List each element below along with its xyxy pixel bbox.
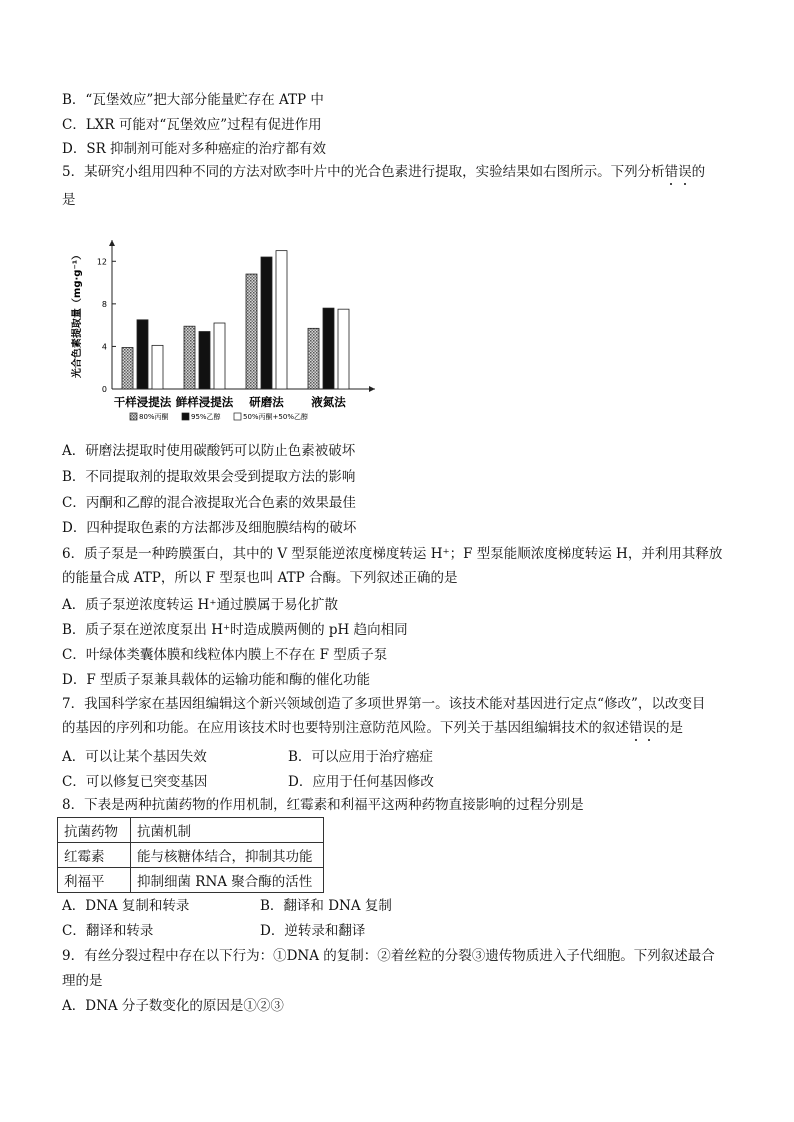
x-tick-label: 研磨法 xyxy=(249,395,284,409)
legend-label: 95%乙醇 xyxy=(191,413,221,421)
y-tick-label: 0 xyxy=(101,385,107,394)
table-cell: 抗菌药物 xyxy=(58,818,131,843)
table-row xyxy=(58,868,324,893)
bar xyxy=(276,251,287,389)
x-tick-label: 鲜样浸提法 xyxy=(175,395,234,409)
legend-label: 50%丙酮+50%乙醇 xyxy=(243,413,308,421)
q6-option-b: B．质子泵在逆浓度泵出 H⁺时造成膜两侧的 pH 趋向相同 xyxy=(62,622,408,638)
q8-option-c: C．翻译和转录 xyxy=(62,923,154,939)
y-axis-label: 光合色素提取量（mg·g⁻¹） xyxy=(72,249,83,379)
q9-stem-line2: 理的是 xyxy=(62,973,103,989)
legend-label: 80%丙酮 xyxy=(139,413,169,421)
bar xyxy=(308,328,319,389)
q5-option-c: C．丙酮和乙醇的混合液提取光合色素的效果最佳 xyxy=(62,495,356,511)
q9-option-a: A．DNA 分子数变化的原因是①②③ xyxy=(62,998,284,1014)
q7-option-a: A．可以让某个基因失效 xyxy=(62,749,207,765)
legend-swatch xyxy=(130,413,137,420)
bar xyxy=(246,274,257,389)
table-cell: 利福平 xyxy=(58,868,131,893)
bar xyxy=(199,332,210,389)
q7-stem-line2: 的基因的序列和功能。在应用该技术时也要特别注意防范风险。下列关于基因组编辑技术的叙述错误的是 xyxy=(62,720,683,736)
emphasis-char: 误 xyxy=(678,164,692,180)
q8-stem: 8．下表是两种抗菌药物的作用机制，红霉素和利福平这两种药物直接影响的过程分别是 xyxy=(62,797,584,813)
q6-option-d: D．F 型质子泵兼具载体的运输功能和酶的催化功能 xyxy=(62,672,370,688)
table-cell: 抗菌机制 xyxy=(131,818,324,843)
q5-stem-line1: 5．某研究小组用四种不同的方法对欧李叶片中的光合色素进行提取，实验结果如右图所示。下列分析错误的 xyxy=(62,164,706,180)
q7-option-b: B．可以应用于治疗癌症 xyxy=(288,749,433,765)
bar xyxy=(338,309,349,389)
q4-option-b: B．“瓦堡效应”把大部分能量贮存在 ATP 中 xyxy=(62,92,324,108)
x-axis-arrow xyxy=(369,386,375,392)
legend-swatch xyxy=(234,413,241,420)
q5-stem-line2: 是 xyxy=(62,192,76,208)
q9-stem-line1: 9．有丝分裂过程中存在以下行为：①DNA 的复制：②着丝粒的分裂③遗传物质进入子代细胞。下列叙述最合 xyxy=(62,948,715,964)
antibiotic-mechanism-table xyxy=(57,817,324,893)
table-row xyxy=(58,843,324,868)
q6-option-a: A．质子泵逆浓度转运 H⁺通过膜属于易化扩散 xyxy=(62,597,338,613)
q6-stem-line1: 6．质子泵是一种跨膜蛋白，其中的 V 型泵能逆浓度梯度转运 H⁺；F 型泵能顺浓度梯度转运 H，并利用其释放 xyxy=(62,546,723,562)
q7-option-d: D．应用于任何基因修改 xyxy=(288,774,434,790)
x-tick-label: 干样浸提法 xyxy=(113,395,172,409)
q6-option-c: C．叶绿体类囊体膜和线粒体内膜上不存在 F 型质子泵 xyxy=(62,647,388,663)
q4-option-c: C．LXR 可能对“瓦堡效应”过程有促进作用 xyxy=(62,117,322,133)
q8-option-b: B．翻译和 DNA 复制 xyxy=(260,898,392,914)
y-axis-arrow xyxy=(109,240,115,246)
q5-emphasis xyxy=(665,164,692,180)
bar xyxy=(184,326,195,389)
q7-emphasis xyxy=(629,720,656,736)
y-tick-label: 8 xyxy=(101,299,107,309)
emphasis-char: 错 xyxy=(664,164,679,180)
bar xyxy=(152,345,163,389)
q5-option-b: B．不同提取剂的提取效果会受到提取方法的影响 xyxy=(62,469,356,485)
x-tick-label: 液氮法 xyxy=(311,395,346,409)
q7-stem-line1: 7．我国科学家在基因组编辑这个新兴领域创造了多项世界第一。该技术能对基因进行定点“修改”，以改变目 xyxy=(62,696,706,712)
q8-option-d: D．逆转录和翻译 xyxy=(260,923,366,939)
legend-swatch xyxy=(182,413,189,420)
table-cell: 能与核糖体结合，抑制其功能 xyxy=(131,843,324,868)
bar xyxy=(137,320,148,389)
table-row xyxy=(58,818,324,843)
bar xyxy=(214,323,225,389)
bar xyxy=(122,347,133,389)
pigment-extraction-chart xyxy=(70,232,390,432)
bar xyxy=(323,308,334,389)
q6-stem-line2: 的能量合成 ATP，所以 F 型泵也叫 ATP 合酶。下列叙述正确的是 xyxy=(62,570,458,586)
table-cell: 抑制细菌 RNA 聚合酶的活性 xyxy=(131,868,324,893)
q8-option-a: A．DNA 复制和转录 xyxy=(62,898,190,914)
y-tick-label: 4 xyxy=(101,342,107,352)
emphasis-char: 误 xyxy=(642,720,656,736)
q7-option-c: C．可以修复已突变基因 xyxy=(62,774,208,790)
table-cell: 红霉素 xyxy=(58,843,131,868)
emphasis-char: 错 xyxy=(629,720,643,736)
q5-option-a: A．研磨法提取时使用碳酸钙可以防止色素被破坏 xyxy=(62,443,356,459)
q4-option-d: D．SR 抑制剂可能对多种癌症的治疗都有效 xyxy=(62,141,327,157)
q5-option-d: D．四种提取色素的方法都涉及细胞膜结构的破坏 xyxy=(62,520,357,536)
y-tick-label: 12 xyxy=(96,257,107,267)
bar xyxy=(261,257,272,389)
